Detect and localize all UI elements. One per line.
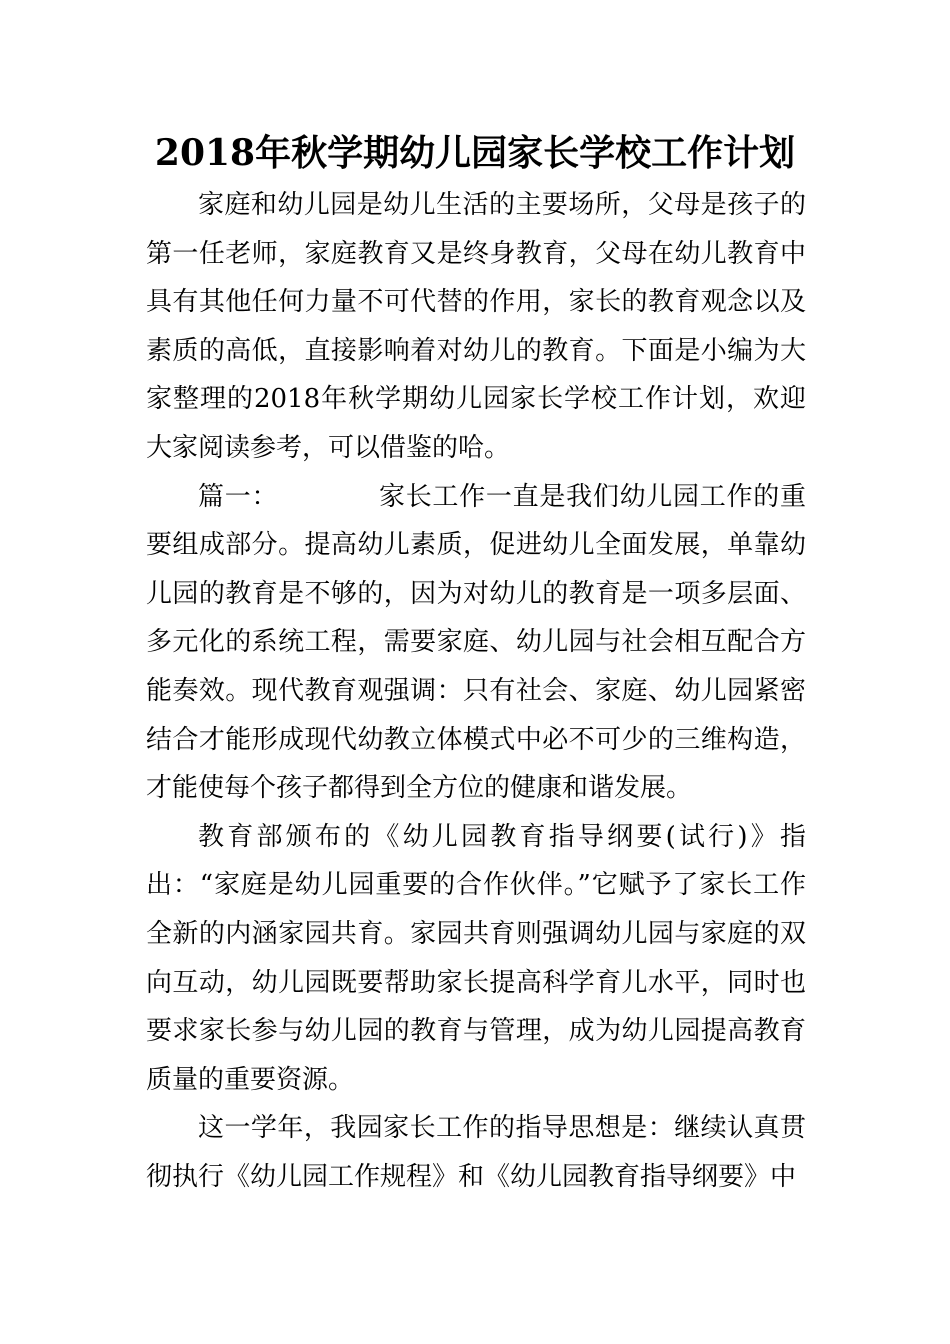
guiding-thought-paragraph: 这一学年，我园家长工作的指导思想是：继续认真贯彻执行《幼儿园工作规程》和《幼儿园教育指导纲要》中	[146, 1113, 806, 1192]
document-body	[146, 181, 806, 1201]
section-one-text: 家长工作一直是我们幼儿园工作的重要组成部分。提高幼儿素质，促进幼儿全面发展，单靠幼儿园的教育是不够的，因为对幼儿的教育是一项多层面、多元化的系统工程，需要家庭、幼儿园与社会相互配合方能奏效。现代教育观强调：只有社会、家庭、幼儿园紧密结合才能形成现代幼教立体模式中必不可少的三维构造，才能使每个孩子都得到全方位的健康和谐发展。	[146, 481, 806, 804]
section-one-paragraph	[146, 473, 806, 813]
guideline-paragraph: 教育部颁布的《幼儿园教育指导纲要(试行)》指出：“家庭是幼儿园重要的合作伙伴。”它赋予了家长工作全新的内涵家园共育。家园共育则强调幼儿园与家庭的双向互动，幼儿园既要帮助家长提高科学育儿水平，同时也要求家长参与幼儿园的教育与管理，成为幼儿园提高教育质量的重要资源。	[146, 821, 806, 1095]
document-title: 2018年秋学期幼儿园家长学校工作计划	[154, 132, 796, 174]
intro-paragraph: 家庭和幼儿园是幼儿生活的主要场所，父母是孩子的第一任老师，家庭教育又是终身教育，父母在幼儿教育中具有其他任何力量不可代替的作用，家长的教育观念以及素质的高低，直接影响着对幼儿的教育。下面是小编为大家整理的2018年秋学期幼儿园家长学校工作计划，欢迎大家阅读参考，可以借鉴的哈。	[146, 190, 806, 463]
section-one-label: 篇一：	[198, 481, 279, 512]
